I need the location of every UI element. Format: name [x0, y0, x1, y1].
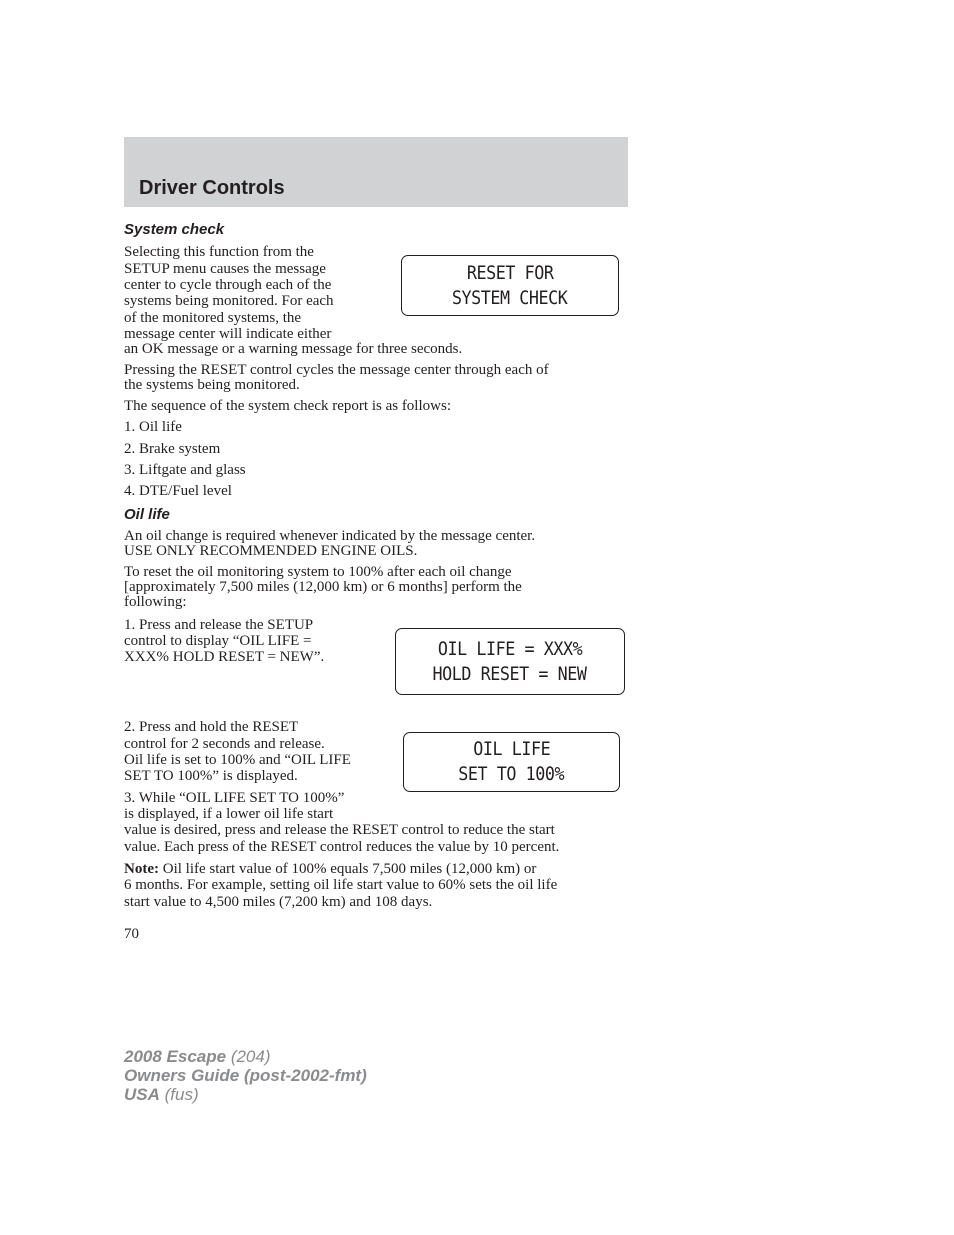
text-line: value is desired, press and release the RESET control to reduce the start	[124, 822, 555, 838]
text-line: following:	[124, 594, 187, 610]
text-line: systems being monitored. For each	[124, 293, 334, 309]
text-line: of the monitored systems, the	[124, 310, 302, 326]
system-check-heading: System check	[124, 221, 225, 238]
document-footer	[124, 1047, 367, 1104]
footer-market-code: (fus)	[159, 1085, 199, 1104]
text-line: [approximately 7,500 miles (12,000 km) or 6 months] perform the	[124, 579, 522, 595]
list-item: 1. Oil life	[124, 419, 182, 435]
display-line: SYSTEM CHECK	[452, 286, 568, 309]
text-line: Oil life is set to 100% and “OIL LIFE	[124, 752, 351, 768]
text-line: control to display “OIL LIFE =	[124, 633, 312, 649]
note-first-line	[124, 861, 536, 877]
message-center-display-oil-life	[395, 628, 625, 695]
display-line: SET TO 100%	[458, 763, 565, 785]
display-line: OIL LIFE = XXX%	[437, 637, 583, 660]
oil-life-heading: Oil life	[124, 506, 170, 523]
sequence-intro: The sequence of the system check report is as follows:	[124, 398, 451, 414]
note-label: Note:	[124, 861, 159, 877]
section-title: Driver Controls	[139, 177, 285, 199]
text-line: Pressing the RESET control cycles the message center through each of	[124, 362, 549, 378]
text-line: USE ONLY RECOMMENDED ENGINE OILS.	[124, 543, 418, 559]
list-item: 4. DTE/Fuel level	[124, 483, 232, 499]
text-line: An oil change is required whenever indicated by the message center.	[124, 528, 536, 544]
text-line: XXX% HOLD RESET = NEW”.	[124, 649, 325, 665]
text-line: center to cycle through each of the	[124, 277, 332, 293]
message-center-display-reset	[401, 255, 619, 316]
message-center-display-set-100	[403, 732, 620, 792]
display-line: HOLD RESET = NEW	[432, 662, 588, 685]
display-line: RESET FOR	[466, 261, 554, 284]
list-item: 2. Brake system	[124, 441, 221, 457]
footer-guide: Owners Guide (post-2002-fmt)	[124, 1066, 367, 1085]
display-line: OIL LIFE	[472, 738, 550, 760]
text-line: value. Each press of the RESET control reduces the value by 10 percent.	[124, 839, 560, 855]
text-line: the systems being monitored.	[124, 377, 300, 393]
footer-line-2	[124, 1066, 367, 1085]
text-line: 3. While “OIL LIFE SET TO 100%”	[124, 790, 345, 806]
footer-line-3	[124, 1085, 367, 1104]
text-line: SET TO 100%” is displayed.	[124, 768, 298, 784]
text-line: Selecting this function from the	[124, 244, 314, 260]
text-line: an OK message or a warning message for three seconds.	[124, 341, 463, 357]
text-line: 1. Press and release the SETUP	[124, 617, 314, 633]
footer-model: 2008 Escape	[124, 1047, 227, 1066]
note-text: Oil life start value of 100% equals 7,500 miles (12,000 km) or	[158, 861, 537, 877]
footer-line-1	[124, 1047, 367, 1066]
list-item: 3. Liftgate and glass	[124, 462, 246, 478]
footer-market: USA	[124, 1085, 160, 1104]
text-line: 6 months. For example, setting oil life start value to 60% sets the oil life	[124, 877, 558, 893]
text-line: To reset the oil monitoring system to 100% after each oil change	[124, 564, 512, 580]
text-line: start value to 4,500 miles (7,200 km) and 108 days.	[124, 894, 433, 910]
text-line: 2. Press and hold the RESET	[124, 719, 299, 735]
text-line: control for 2 seconds and release.	[124, 736, 325, 752]
text-line: message center will indicate either	[124, 326, 332, 342]
text-line: SETUP menu causes the message	[124, 261, 326, 277]
page-number: 70	[124, 926, 139, 942]
footer-model-code: (204)	[226, 1047, 271, 1066]
text-line: is displayed, if a lower oil life start	[124, 806, 334, 822]
